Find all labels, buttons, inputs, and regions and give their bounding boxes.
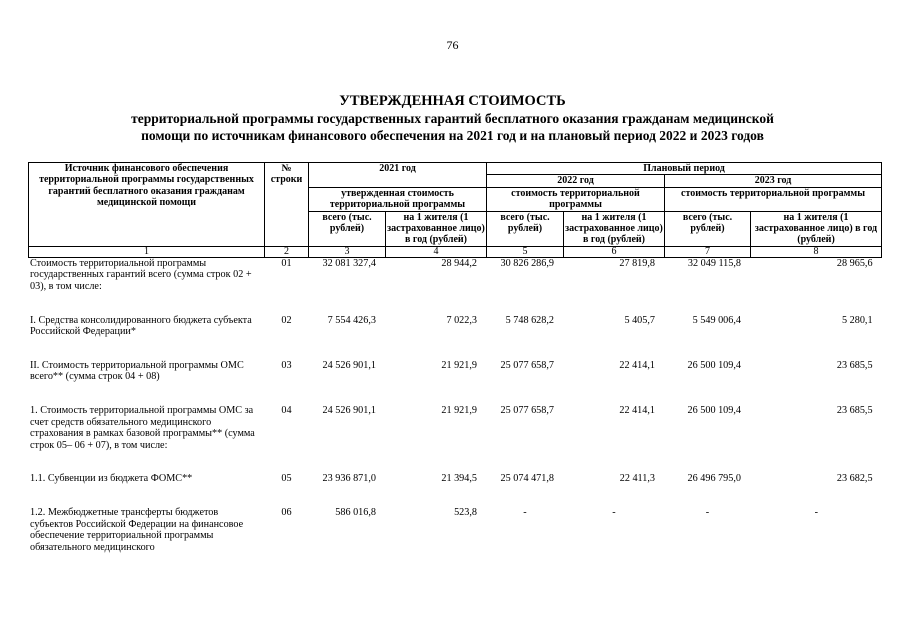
- header-year-2022: 2022 год: [487, 175, 665, 187]
- table-row: [29, 405, 882, 451]
- row-source: 1.1. Субвенции из бюджета ФОМС**: [30, 473, 193, 485]
- value-2021-total: 32 081 327,4: [322, 257, 376, 269]
- header-per-capita-2023: на 1 жителя (1 застрахованное лицо) в год (рублей): [751, 211, 882, 246]
- value-2023-total: 26 500 109,4: [687, 359, 741, 371]
- header-approved-cost: утвержденная стоимость территориальной программы: [309, 187, 487, 211]
- value-2022-per-capita: 22 411,3: [619, 473, 655, 485]
- row-code: 05: [281, 473, 292, 485]
- value-2022-total: 30 826 286,9: [500, 257, 554, 269]
- value-2022-per-capita: 22 414,1: [619, 359, 655, 371]
- row-code: 02: [281, 314, 292, 326]
- value-2023-per-capita: 23 685,5: [836, 359, 873, 371]
- title-line-2: территориальной программы государственных гарантий бесплатного оказания гражданам медицинской: [131, 111, 774, 126]
- row-source: Стоимость территориальной программы государственных гарантий всего (сумма строк 02 + 03), в том числе:: [30, 257, 252, 293]
- cost-table: [28, 162, 882, 553]
- column-number: 2: [265, 246, 309, 257]
- page-number: 76: [446, 38, 459, 52]
- column-number: 8: [751, 246, 882, 257]
- header-year-2023: 2023 год: [665, 175, 882, 187]
- value-2023-per-capita: 28 965,6: [836, 257, 873, 269]
- value-2023-total: 32 049 115,8: [687, 257, 741, 269]
- document-title: [0, 92, 905, 144]
- header-year-2021: 2021 год: [309, 163, 487, 188]
- header-planned-period: Плановый период: [487, 163, 882, 175]
- value-2021-per-capita: 21 921,9: [441, 359, 477, 371]
- value-2021-total: 23 936 871,0: [322, 473, 376, 485]
- row-source: 1.2. Межбюджетные трансферты бюджетов субъектов Российской Федерации на финансовое обеспечение территориальной программы обязательного медицинского: [30, 506, 244, 553]
- value-2021-per-capita: 21 921,9: [441, 405, 477, 416]
- value-2022-total: 25 077 658,7: [500, 359, 554, 371]
- title-line-3: помощи по источникам финансового обеспечения на 2021 год и на плановый период 2022 и 2023 годов: [141, 128, 764, 143]
- value-2023-per-capita: -: [814, 506, 818, 518]
- value-2022-per-capita: 5 405,7: [624, 314, 655, 326]
- value-2022-per-capita: 22 414,1: [619, 405, 655, 416]
- column-number: 4: [386, 246, 487, 257]
- row-code: 06: [281, 506, 292, 518]
- row-code: 03: [281, 359, 292, 371]
- row-code: 01: [281, 257, 292, 269]
- value-2021-total: 24 526 901,1: [322, 405, 376, 416]
- value-2023-total: 5 549 006,4: [692, 314, 741, 326]
- header-program-cost-2022: стоимость территориальной программы: [487, 187, 665, 211]
- value-2023-total: -: [705, 506, 710, 518]
- value-2022-per-capita: -: [612, 506, 616, 518]
- header-total-2023: всего (тыс. рублей): [665, 211, 751, 246]
- column-number: 3: [309, 246, 386, 257]
- header-per-capita-2022: на 1 жителя (1 застрахованное лицо) в год (рублей): [565, 211, 663, 246]
- value-2023-per-capita: 23 682,5: [836, 473, 873, 485]
- title-line-1: УТВЕРЖДЕННАЯ СТОИМОСТЬ: [339, 93, 566, 109]
- header-per-capita-2021: на 1 жителя (1 застрахованное лицо) в год (рублей): [387, 211, 485, 246]
- value-2023-per-capita: 5 280,1: [841, 314, 873, 326]
- value-2021-per-capita: 7 022,3: [446, 314, 477, 326]
- value-2021-total: 7 554 426,3: [327, 314, 376, 326]
- value-2023-total: 26 500 109,4: [687, 405, 741, 416]
- table-row: [29, 315, 882, 338]
- value-2021-total: 586 016,8: [335, 506, 376, 518]
- column-number: 5: [487, 246, 564, 257]
- value-2021-per-capita: 21 394,5: [441, 473, 477, 485]
- header-total-2021: всего (тыс. рублей): [309, 211, 386, 246]
- header-row-number: № строки: [265, 163, 309, 247]
- value-2021-total: 24 526 901,1: [322, 359, 376, 371]
- table-row: [29, 257, 882, 292]
- value-2022-total: 25 077 658,7: [500, 405, 554, 416]
- value-2022-total: 5 748 628,2: [505, 314, 554, 326]
- value-2021-per-capita: 28 944,2: [441, 257, 477, 269]
- column-number: 1: [29, 246, 265, 257]
- value-2022-total: -: [523, 506, 527, 518]
- table-row: [29, 360, 882, 383]
- row-source: 1. Стоимость территориальной программы ОМС за счет средств обязательного медицинского страхования в рамках базовой программы** (сумма строк 05– 06 + 07), в том числе:: [30, 405, 255, 451]
- value-2022-per-capita: 27 819,8: [619, 257, 655, 269]
- value-2023-total: 26 496 795,0: [687, 473, 741, 485]
- value-2023-per-capita: 23 685,5: [836, 405, 873, 416]
- row-code: 04: [281, 405, 292, 416]
- header-source: Источник финансового обеспечения территориальной программы государственных гарантий бесплатного оказания гражданам медицинской помощи: [29, 163, 265, 247]
- value-2021-per-capita: 523,8: [454, 506, 477, 518]
- table-row: [29, 507, 882, 553]
- row-source: II. Стоимость территориальной программы ОМС всего** (сумма строк 04 + 08): [30, 359, 244, 383]
- column-number: 6: [564, 246, 665, 257]
- table-row: [29, 473, 882, 485]
- header-program-cost-2023: стоимость территориальной программы: [665, 187, 882, 211]
- row-source: I. Средства консолидированного бюджета субъекта Российской Федерации*: [30, 314, 252, 338]
- value-2022-total: 25 074 471,8: [500, 473, 554, 485]
- header-total-2022: всего (тыс. рублей): [487, 211, 564, 246]
- column-number: 7: [665, 246, 751, 257]
